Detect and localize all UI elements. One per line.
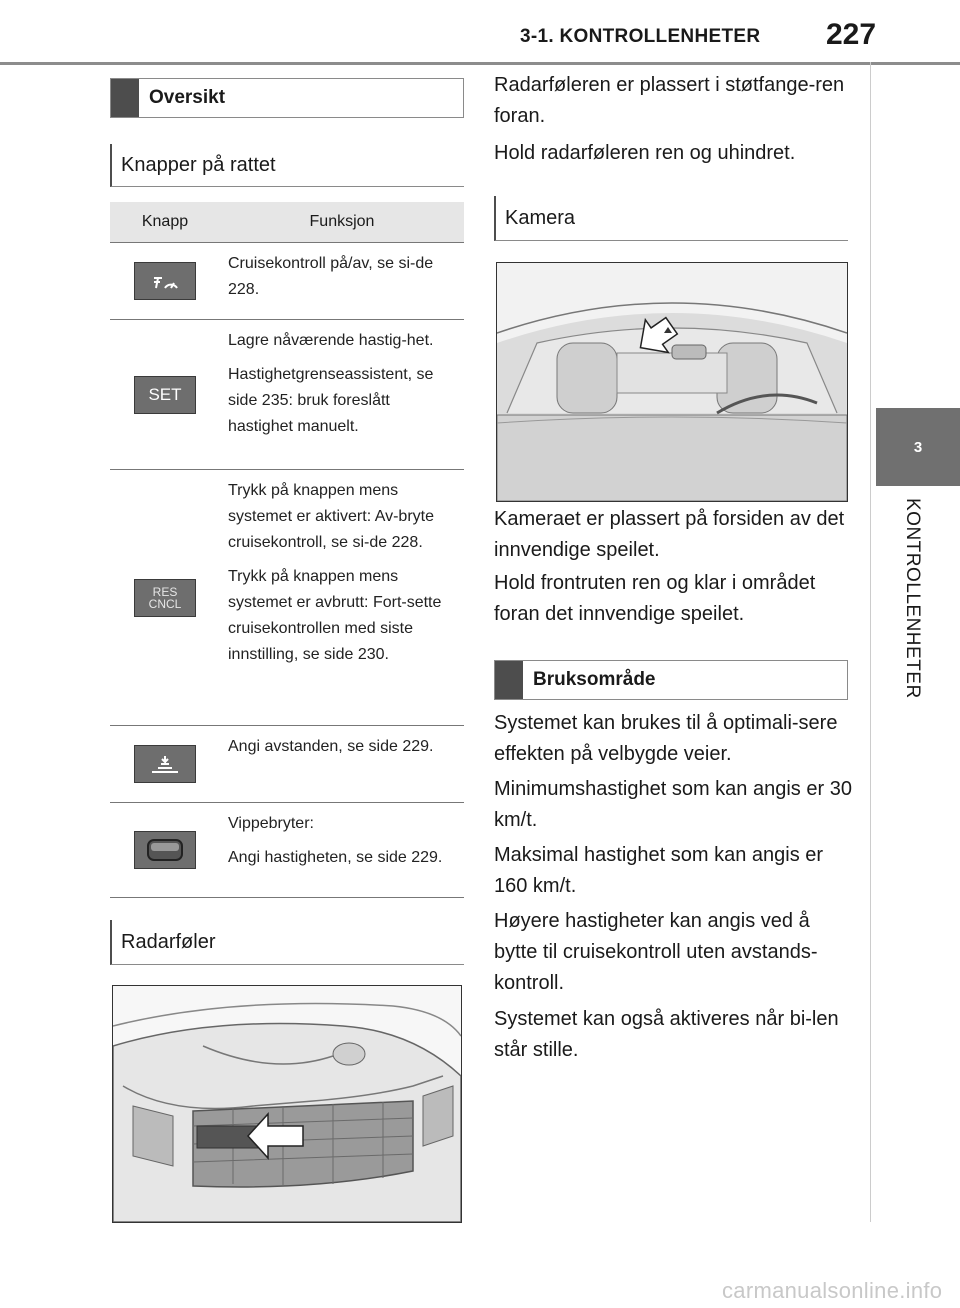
page-number: 227: [826, 18, 877, 51]
camera-illustration: [496, 262, 848, 502]
chapter-tab: 3: [876, 408, 960, 486]
radar-clean-text: Hold radarføleren ren og uhindret.: [494, 142, 796, 164]
subsection-camera-title: Kamera: [505, 206, 576, 229]
usage-text-1: Systemet kan brukes til å optimali-sere effekten på velbygde veier.: [494, 712, 838, 765]
watermark: carmanualsonline.info: [722, 1278, 943, 1303]
camera-clean-text: Hold frontruten ren og klar i området foran det innvendige speilet.: [494, 572, 816, 625]
chapter-header: 3-1. KONTROLLENHETER: [520, 26, 761, 47]
distance-icon: [134, 745, 196, 783]
table-row: [110, 320, 464, 470]
table-row: [110, 470, 464, 726]
table-row: [110, 243, 464, 320]
function-text: Trykk på knappen mens systemet er aktivert: Av-bryte cruisekontroll, se si-de 228.: [228, 482, 434, 551]
radar-sensor-illustration: [112, 985, 462, 1223]
function-text: Vippebryter:: [228, 815, 314, 832]
subsection-buttons: [110, 144, 464, 187]
radar-location-text: Radarføleren er plassert i støtfange-ren foran.: [494, 74, 845, 127]
function-text: Angi avstanden, se side 229.: [228, 738, 434, 755]
col-function-header: Funksjon: [220, 202, 464, 243]
function-text: Lagre nåværende hastig-het.: [228, 332, 434, 349]
function-text: Trykk på knappen mens systemet er avbrutt: Fort-sette cruisekontrollen med siste innstilling, se side 230.: [228, 568, 442, 663]
subsection-buttons-title: Knapper på rattet: [121, 153, 276, 176]
usage-text-5: Systemet kan også aktiveres når bi-len står stille.: [494, 1008, 839, 1061]
section-overview: [110, 78, 464, 118]
function-text: Angi hastigheten, se side 229.: [228, 849, 443, 866]
res-cncl-button-icon: RES CNCL: [134, 579, 196, 617]
subsection-camera: [494, 196, 848, 241]
usage-text-4: Høyere hastigheter kan angis ved å bytte til cruisekontroll uten avstands-kontroll.: [494, 910, 818, 994]
table-row: [110, 726, 464, 803]
table-row: [110, 803, 464, 898]
section-usage-title: Bruksområde: [533, 669, 656, 690]
section-usage: [494, 660, 848, 700]
buttons-table: [110, 202, 464, 898]
section-overview-title: Oversikt: [149, 87, 226, 108]
set-button-icon: SET: [134, 376, 196, 414]
usage-text-3: Maksimal hastighet som kan angis er 160 km/t.: [494, 844, 824, 897]
camera-location-text: Kameraet er plassert på forsiden av det innvendige speilet.: [494, 508, 845, 561]
side-tab-divider: [870, 62, 871, 1222]
header-rule: [0, 62, 960, 65]
cruise-control-icon: [134, 262, 196, 300]
rocker-switch-icon: [134, 831, 196, 869]
subsection-radar: [110, 920, 464, 965]
chapter-tab-label: KONTROLLENHETER: [902, 498, 923, 699]
col-button-header: Knapp: [110, 202, 220, 243]
function-text: Hastighetgrenseassistent, se side 235: bruk foreslått hastighet manuelt.: [228, 366, 434, 435]
function-text: Cruisekontroll på/av, se si-de 228.: [228, 255, 434, 298]
usage-text-2: Minimumshastighet som kan angis er 30 km/t.: [494, 778, 852, 831]
subsection-radar-title: Radarføler: [121, 930, 216, 953]
